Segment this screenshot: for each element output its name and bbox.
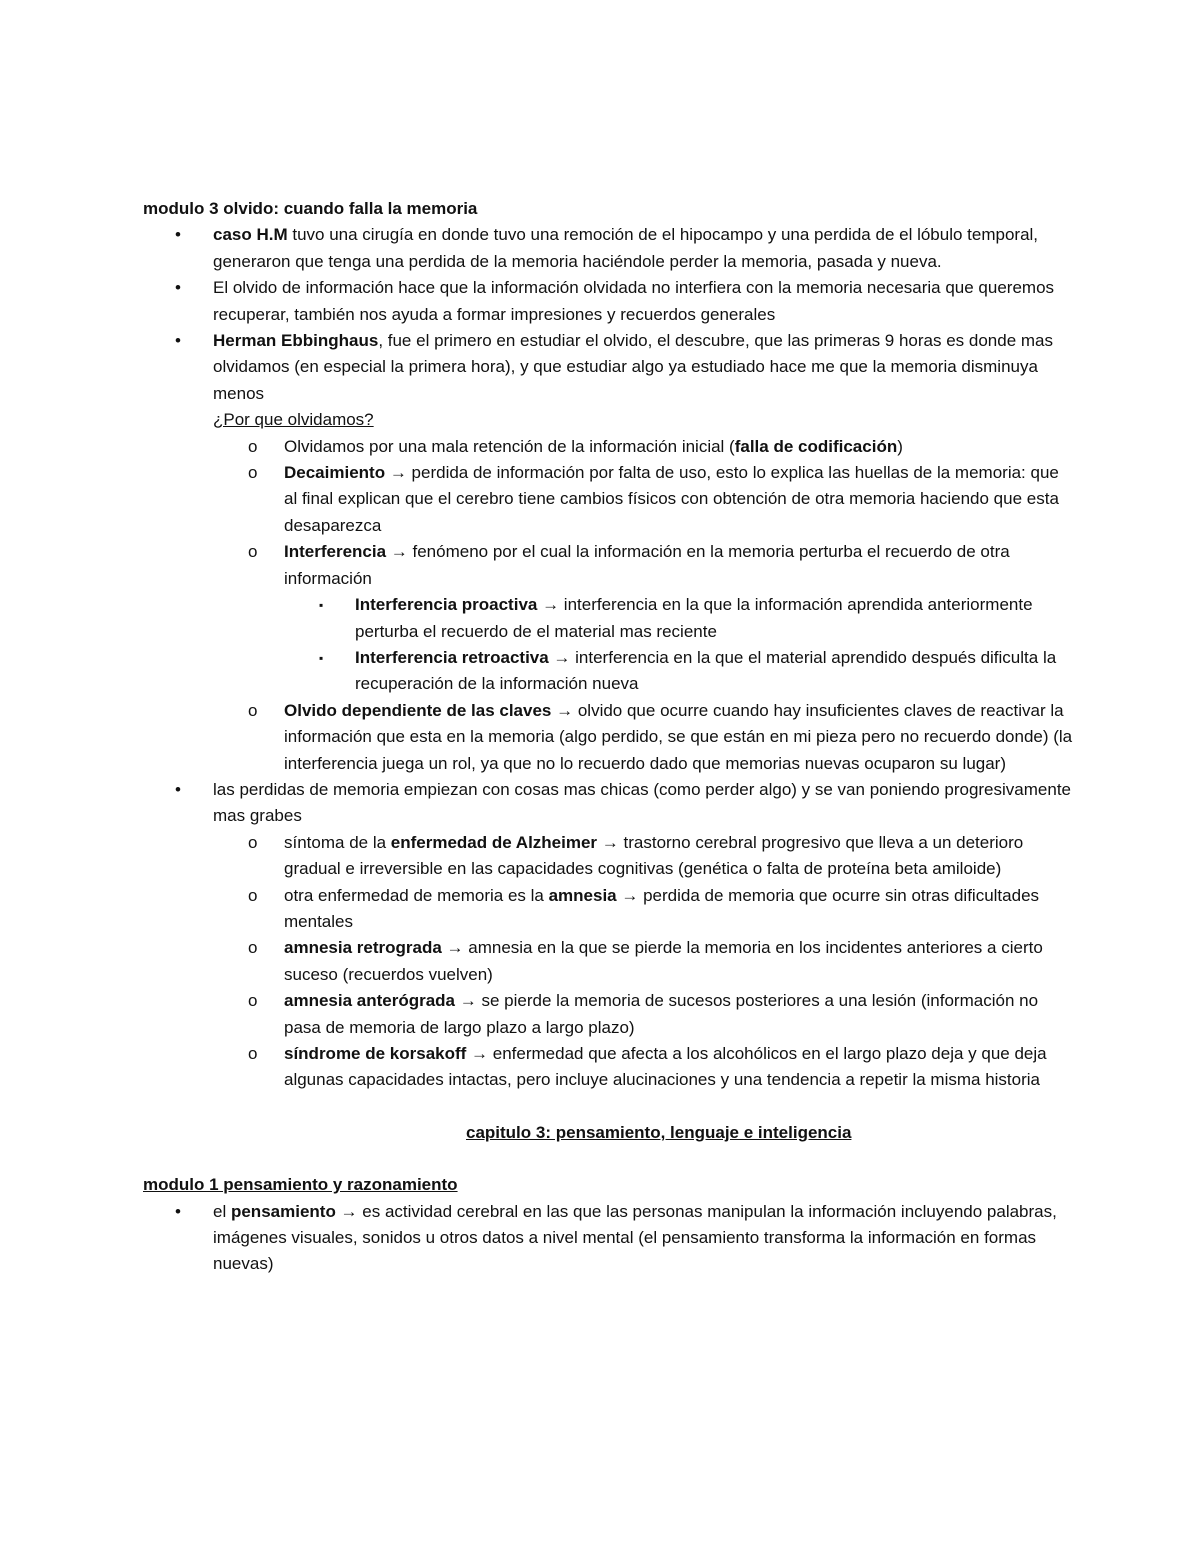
document-body: [143, 196, 1073, 1278]
interference-list: [284, 592, 1073, 698]
list-item: [213, 539, 1073, 697]
list-item: [213, 434, 1073, 460]
thought-text: → es actividad cerebral en las que las personas manipulan la información incluyendo palabras, imágenes visuales, sonidos u otros datos a nivel mental (el pensamiento transforma la información en formas nuevas): [213, 1201, 1057, 1274]
list-item: [213, 1041, 1073, 1094]
module-3-list: [143, 222, 1073, 1093]
alzheimer-text: → trastorno cerebral progresivo que lleva a un deterioro gradual e irreversible en las capacidades cognitivas (genética o falta de proteína beta amiloide): [284, 832, 1024, 879]
list-item: [284, 592, 1073, 645]
ebbinghaus-text: , fue el primero en estudiar el olvido, el descubre, que las primeras 9 horas es donde mas olvidamos (en especial la primera hora), y que estudiar algo ya estudiado hace me que la memoria disminuya menos: [213, 331, 1054, 403]
circle-marker: o: [248, 700, 258, 720]
list-item: [213, 988, 1073, 1041]
module-1-heading: modulo 1 pensamiento y razonamiento: [143, 1175, 458, 1195]
encoding-failure-term: falla de codificación: [734, 436, 898, 456]
list-item: [213, 698, 1073, 777]
case-hm-term: caso H.M: [213, 225, 288, 245]
proactive-term: Interferencia proactiva: [355, 595, 538, 615]
list-item: [213, 460, 1073, 539]
item-text: Olvidamos por una mala retención de la información inicial (: [284, 436, 735, 456]
bullet-marker: •: [175, 779, 181, 799]
list-item: [143, 222, 1073, 275]
circle-marker: o: [248, 463, 258, 483]
circle-marker: o: [248, 436, 258, 456]
list-item: [143, 275, 1073, 328]
item-text: otra enfermedad de memoria es la: [284, 885, 549, 905]
chapter-3-heading: capitulo 3: pensamiento, lenguaje e inteligencia: [466, 1122, 852, 1142]
bullet-marker: •: [175, 1201, 181, 1221]
amnesia-term: amnesia: [548, 885, 617, 905]
why-forget-list: [213, 434, 1073, 777]
case-hm-text: tuvo una cirugía en donde tuvo una remoción de el hipocampo y una perdida de el lóbulo temporal, generaron que tenga una perdida de la memoria haciéndole perder la memoria, pasada y nueva.: [213, 225, 1039, 271]
item-text: el: [213, 1201, 231, 1221]
list-item: [143, 777, 1073, 1094]
retrograde-text: → amnesia en la que se pierde la memoria en los incidentes anteriores a cierto suceso (recuerdos vuelven): [284, 938, 1043, 984]
alzheimer-term: enfermedad de Alzheimer: [390, 832, 598, 852]
ebbinghaus-term: Herman Ebbinghaus: [213, 331, 379, 351]
module-1-list: [143, 1199, 1073, 1278]
bullet-marker: •: [175, 278, 181, 298]
thought-term: pensamiento: [230, 1201, 336, 1221]
list-item: [284, 645, 1073, 698]
amnesia-text: → perdida de memoria que ocurre sin otras dificultades mentales: [284, 885, 1040, 931]
retroactive-text: → interferencia en la que el material aprendido después dificulta la recuperación de la información nueva: [355, 647, 1057, 694]
korsakoff-text: → enfermedad que afecta a los alcohólicos en el largo plazo deja y que deja algunas capacidades intactas, pero incluye alucinaciones y una tendencia a repetir la misma historia: [284, 1044, 1047, 1090]
cue-dependent-text: → olvido que ocurre cuando hay insuficientes claves de reactivar la información que esta en la memoria (algo perdido, se que están en mi pieza pero no recuerdo donde) (la interferencia juega un rol, ya que no lo recuerdo dado que memorias nuevas ocuparon su lugar): [284, 700, 1073, 773]
memory-loss-list: [213, 830, 1073, 1094]
decay-text: → perdida de información por falta de uso, esto lo explica las huellas de la memoria: que al final explican que el cerebro tiene cambios físicos con obtención de otra memoria haciendo que esta desaparezca: [284, 463, 1059, 535]
korsakoff-term: síndrome de korsakoff: [284, 1044, 467, 1063]
square-marker: ▪: [319, 598, 324, 613]
forgetting-purpose-text: El olvido de información hace que la información olvidada no interfiera con la memoria necesaria que queremos recuperar, también nos ayuda a formar impresiones y recuerdos generales: [213, 278, 1055, 324]
interference-text: → fenómeno por el cual la información en la memoria perturba el recuerdo de otra información: [284, 542, 1010, 588]
proactive-text: → interferencia en la que la información aprendida anteriormente perturba el recuerdo de el material mas reciente: [355, 595, 1033, 641]
circle-marker: o: [248, 938, 258, 958]
retrograde-term: amnesia retrograda: [284, 938, 442, 958]
circle-marker: o: [248, 832, 258, 852]
decay-term: Decaimiento: [284, 463, 386, 483]
list-item: [213, 830, 1073, 883]
interference-term: Interferencia: [284, 542, 387, 562]
square-marker: ▪: [319, 650, 324, 665]
bullet-marker: •: [175, 331, 181, 351]
retroactive-term: Interferencia retroactiva: [355, 647, 549, 667]
anterograde-term: amnesia anterógrada: [284, 991, 456, 1011]
spacer: [143, 1146, 1073, 1172]
list-item: [213, 883, 1073, 936]
list-item: [143, 1199, 1073, 1278]
anterograde-text: → se pierde la memoria de sucesos posteriores a una lesión (información no pasa de memoria de largo plazo a largo plazo): [284, 991, 1039, 1037]
bullet-marker: •: [175, 225, 181, 245]
why-forget-question: ¿Por que olvidamos?: [213, 410, 374, 430]
circle-marker: o: [248, 542, 258, 562]
item-text: ): [897, 436, 903, 456]
list-item: [143, 328, 1073, 777]
list-item: [213, 935, 1073, 988]
item-text: síntoma de la: [284, 832, 391, 852]
circle-marker: o: [248, 1044, 258, 1063]
circle-marker: o: [248, 885, 258, 905]
module-3-heading: modulo 3 olvido: cuando falla la memoria: [143, 199, 478, 218]
spacer: [143, 1094, 1073, 1120]
circle-marker: o: [248, 991, 258, 1011]
cue-dependent-term: Olvido dependiente de las claves: [284, 700, 552, 720]
memory-loss-text: las perdidas de memoria empiezan con cosas mas chicas (como perder algo) y se van poniendo progresivamente mas grabes: [213, 779, 1071, 826]
